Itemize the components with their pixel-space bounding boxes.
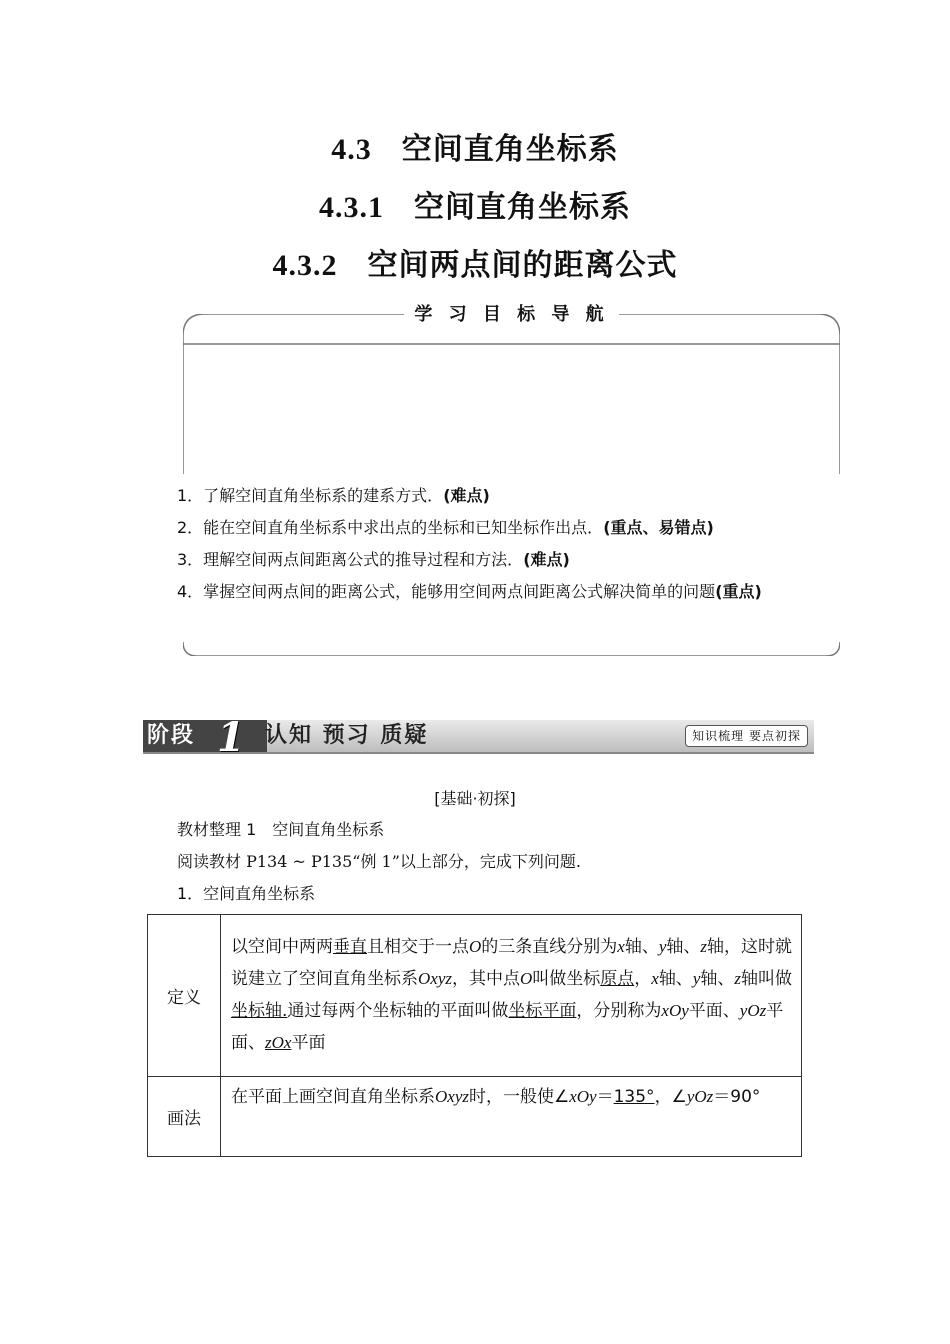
title-number: 4.3.1	[319, 191, 384, 224]
section-heading: 教材整理 1 空间直角坐标系	[177, 820, 385, 839]
stage-label: 阶段	[143, 720, 267, 752]
goal-item: 1．了解空间直角坐标系的建系方式．(难点)	[177, 486, 490, 505]
stage-tag: 知识梳理 要点初探	[685, 725, 808, 747]
reading-instruction: 阅读教材 P134 ~ P135“例 1”以上部分，完成下列问题.	[177, 852, 581, 871]
goal-item: 2．能在空间直角坐标系中求出点的坐标和已知坐标作出点．(重点、易错点)	[177, 518, 714, 537]
title-4-3	[0, 124, 950, 168]
row-content: 在平面上画空间直角坐标系Oxyz时，一般使∠xOy＝135°，∠yOz＝90°	[221, 1077, 802, 1157]
row-head: 定义	[148, 915, 221, 1077]
table-row	[148, 915, 802, 1077]
stage-number: 1	[217, 714, 245, 761]
title-text: 空间直角坐标系	[401, 132, 619, 167]
row-content: 以空间中两两垂直且相交于一点O的三条直线分别为x轴、y轴、z轴，这时就说建立了空间直角坐标系Oxyz，其中点O叫做坐标原点，x轴、y轴、z轴叫做坐标轴.通过每两个坐标轴的平面叫做坐标平面，分别称为xOy平面、yOz平面、zOx平面	[221, 915, 802, 1077]
item-heading: 1．空间直角坐标系	[177, 884, 316, 903]
goals-heading: 学 习 目 标 导 航	[183, 300, 840, 326]
title-text: 空间直角坐标系	[414, 190, 631, 225]
section-subtitle: [基础·初探]	[434, 789, 516, 808]
goal-item: 3．理解空间两点间距离公式的推导过程和方法．(难点)	[177, 550, 570, 569]
goal-item: 4．掌握空间两点间的距离公式，能够用空间两点间距离公式解决简单的问题(重点)	[177, 582, 762, 601]
title-number: 4.3	[331, 133, 372, 166]
title-4-3-1	[0, 182, 950, 226]
table-row	[148, 1077, 802, 1157]
concept-table	[147, 914, 802, 1157]
title-4-3-2	[0, 240, 950, 284]
stage-title: 认知 预习 质疑	[265, 723, 429, 748]
title-number: 4.3.2	[272, 249, 338, 282]
title-text: 空间两点间的距离公式	[367, 248, 678, 283]
row-head: 画法	[148, 1077, 221, 1157]
stage-banner	[143, 714, 814, 761]
